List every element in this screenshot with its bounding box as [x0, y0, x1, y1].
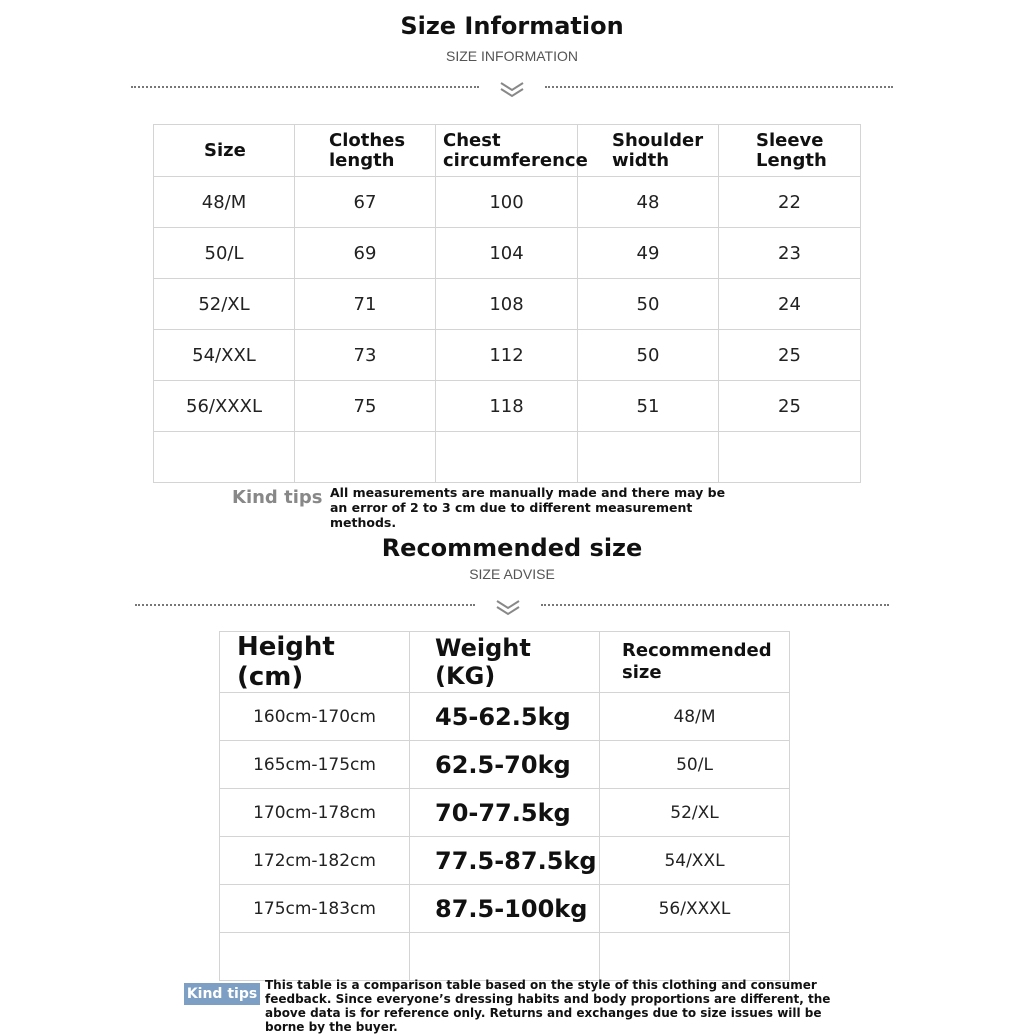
table-header-row	[220, 632, 790, 693]
double-chevron-down-icon	[499, 80, 525, 100]
cell-clothes-length: 69	[295, 228, 436, 279]
table-row	[220, 693, 790, 741]
divider-left	[131, 86, 479, 88]
cell-chest: 100	[436, 177, 578, 228]
empty-cell	[220, 933, 410, 981]
table-row	[220, 789, 790, 837]
cell-weight: 77.5-87.5kg	[410, 837, 600, 885]
table-row	[220, 741, 790, 789]
table-row	[220, 885, 790, 933]
kind-tips-badge: Kind tips	[184, 983, 260, 1005]
cell-height: 175cm-183cm	[220, 885, 410, 933]
cell-height: 172cm-182cm	[220, 837, 410, 885]
cell-weight: 70-77.5kg	[410, 789, 600, 837]
cell-shoulder: 50	[578, 279, 719, 330]
cell-size: 54/XXL	[154, 330, 295, 381]
table-row-empty	[220, 933, 790, 981]
cell-size: 48/M	[154, 177, 295, 228]
cell-size: 52/XL	[600, 789, 790, 837]
cell-weight: 62.5-70kg	[410, 741, 600, 789]
cell-height: 160cm-170cm	[220, 693, 410, 741]
table-row	[154, 177, 861, 228]
cell-chest: 104	[436, 228, 578, 279]
header-clothes-length: Clothes length	[295, 125, 436, 177]
table-row	[154, 279, 861, 330]
size-info-title: Size Information	[400, 12, 624, 40]
empty-cell	[600, 933, 790, 981]
cell-size: 56/XXXL	[600, 885, 790, 933]
recommended-size-table	[219, 631, 790, 981]
empty-cell	[578, 432, 719, 483]
cell-shoulder: 48	[578, 177, 719, 228]
header-height: Height (cm)	[220, 632, 410, 693]
cell-weight: 87.5-100kg	[410, 885, 600, 933]
cell-sleeve: 25	[719, 381, 861, 432]
cell-chest: 112	[436, 330, 578, 381]
divider-right-2	[541, 604, 889, 606]
recommended-subtitle: SIZE ADVISE	[469, 566, 555, 582]
kind-tips-text: All measurements are manually made and there may be an error of 2 to 3 cm due to different measurement methods.	[330, 485, 726, 530]
table-row-empty	[154, 432, 861, 483]
kind-tips-text-2: This table is a comparison table based on the style of this clothing and consumer feedback. Since everyone’s dressing habits and body proportions are different, the above data is for reference only. Returns and exchanges due to size issues will be borne by the buyer.	[265, 978, 831, 1034]
cell-chest: 118	[436, 381, 578, 432]
cell-clothes-length: 73	[295, 330, 436, 381]
recommended-title: Recommended size	[381, 534, 643, 562]
cell-weight: 45-62.5kg	[410, 693, 600, 741]
cell-sleeve: 23	[719, 228, 861, 279]
cell-size: 50/L	[154, 228, 295, 279]
empty-cell	[295, 432, 436, 483]
cell-size: 52/XL	[154, 279, 295, 330]
cell-size: 54/XXL	[600, 837, 790, 885]
header-shoulder-width: Shoulder width	[578, 125, 719, 177]
table-header-row	[154, 125, 861, 177]
cell-sleeve: 22	[719, 177, 861, 228]
empty-cell	[154, 432, 295, 483]
header-size: Size	[154, 125, 295, 177]
cell-shoulder: 50	[578, 330, 719, 381]
header-recommended-size: Recommended size	[600, 632, 790, 693]
table-row	[154, 228, 861, 279]
double-chevron-down-icon	[495, 598, 521, 618]
header-weight: Weight (KG)	[410, 632, 600, 693]
cell-height: 170cm-178cm	[220, 789, 410, 837]
empty-cell	[410, 933, 600, 981]
cell-height: 165cm-175cm	[220, 741, 410, 789]
size-info-table	[153, 124, 861, 483]
cell-sleeve: 25	[719, 330, 861, 381]
table-row	[220, 837, 790, 885]
cell-shoulder: 51	[578, 381, 719, 432]
cell-shoulder: 49	[578, 228, 719, 279]
table-row	[154, 381, 861, 432]
cell-chest: 108	[436, 279, 578, 330]
empty-cell	[436, 432, 578, 483]
header-chest-circumference: Chest circumference	[436, 125, 578, 177]
divider-left-2	[135, 604, 475, 606]
kind-tips-label: Kind tips	[232, 487, 323, 508]
cell-size: 56/XXXL	[154, 381, 295, 432]
cell-size: 48/M	[600, 693, 790, 741]
cell-clothes-length: 71	[295, 279, 436, 330]
divider-right	[545, 86, 893, 88]
cell-clothes-length: 67	[295, 177, 436, 228]
cell-sleeve: 24	[719, 279, 861, 330]
cell-clothes-length: 75	[295, 381, 436, 432]
cell-size: 50/L	[600, 741, 790, 789]
empty-cell	[719, 432, 861, 483]
header-sleeve-length: Sleeve Length	[719, 125, 861, 177]
table-row	[154, 330, 861, 381]
size-info-subtitle: SIZE INFORMATION	[446, 48, 578, 64]
